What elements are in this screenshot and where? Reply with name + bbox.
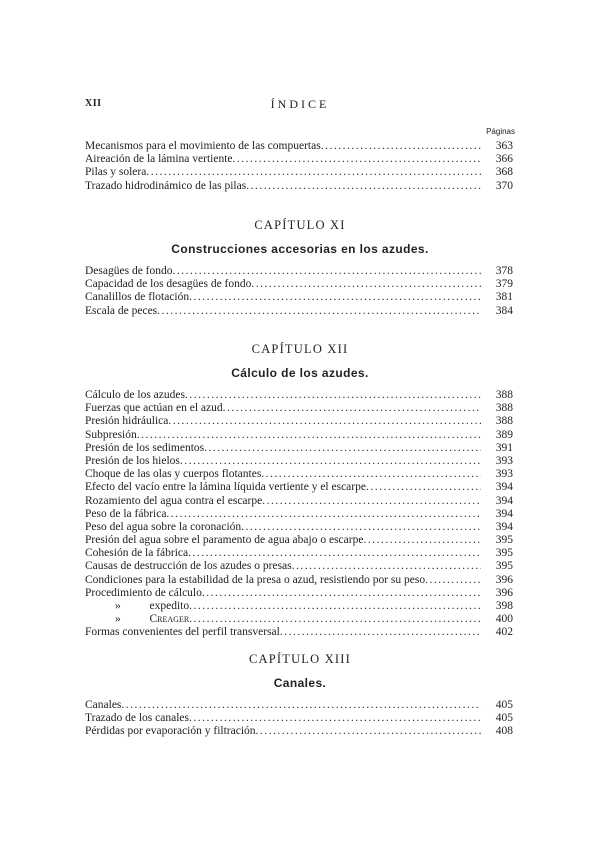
toc-entry	[85, 415, 513, 428]
toc-entry-title: Rozamiento del agua contra el escarpe	[85, 494, 263, 507]
toc-entry	[85, 560, 513, 573]
toc-entry-page: 395	[495, 534, 513, 547]
toc-entry-page: 402	[495, 626, 513, 639]
toc-entry	[85, 455, 513, 468]
toc-entry	[85, 725, 513, 738]
toc-entry-page: 388	[495, 415, 513, 428]
toc-entry-page: 400	[495, 613, 513, 626]
toc-entry	[85, 521, 513, 534]
toc-entry	[85, 574, 513, 587]
toc-entry-title: Subpresión	[85, 428, 137, 441]
page-number: XII	[85, 98, 102, 109]
toc-entry-page: 370	[495, 179, 513, 192]
toc-entry	[85, 712, 513, 725]
toc-entry	[85, 587, 513, 600]
chapter-heading: CAPÍTULO XI	[254, 218, 346, 232]
toc-entry	[85, 626, 513, 639]
toc-chapter-xi	[85, 265, 513, 318]
toc-entry-page: 391	[495, 441, 513, 454]
toc-entry-page: 394	[495, 520, 513, 533]
chapter-heading: CAPÍTULO XIII	[248, 652, 352, 666]
toc-entry-title: » Creager	[115, 613, 190, 626]
toc-entry-page: 381	[495, 291, 513, 304]
toc-entry-title: Mecanismos para el movimiento de las compuertas	[85, 140, 321, 152]
toc-entry-title: Peso de la fábrica	[85, 507, 167, 520]
toc-entry-title: Presión hidráulica	[85, 415, 169, 428]
toc-entry-title: Fuerzas que actúan en el azud	[85, 402, 223, 415]
toc-entry-title: Choque de las olas y cuerpos flotantes	[85, 468, 262, 481]
toc-entry-page: 378	[495, 265, 513, 277]
toc-entry-page: 405	[495, 712, 513, 725]
toc-entry	[85, 481, 513, 494]
toc-entry-title: Pérdidas por evaporación y filtración	[85, 725, 256, 738]
toc-entry	[85, 442, 513, 455]
toc-entry	[85, 468, 513, 481]
toc-entry-page: 408	[495, 725, 513, 738]
toc-entry	[85, 613, 513, 626]
toc-entry	[85, 180, 513, 193]
chapter-title: Construcciones accesorias en los azudes.	[171, 242, 429, 256]
toc-entry-title: Efecto del vacío entre la lámina líquida vertiente y el escarpe	[85, 481, 366, 494]
toc-entry-page: 395	[495, 547, 513, 560]
toc-entry-title: Condiciones para la estabilidad de la presa o azud, resistiendo por su peso	[85, 573, 426, 586]
toc-entry	[85, 166, 513, 179]
toc-entry	[85, 429, 513, 442]
toc-entry-page: 405	[495, 699, 513, 711]
toc-entry	[85, 534, 513, 547]
toc-entry-page: 363	[495, 140, 513, 152]
toc-entry-page: 388	[495, 389, 513, 401]
toc-entry-title: Trazado de los canales	[85, 712, 189, 725]
toc-entry-page: 395	[495, 560, 513, 573]
toc-chapter-xii	[85, 389, 513, 640]
toc-entry-title: Capacidad de los desagües de fondo	[85, 278, 252, 291]
chapter-heading: CAPÍTULO XII	[251, 342, 349, 356]
toc-entry-page: 393	[495, 454, 513, 467]
toc-entry-page: 396	[495, 586, 513, 599]
toc-entry-title: » expedito	[115, 600, 190, 612]
toc-entry-title: Cálculo de los azudes	[85, 389, 185, 401]
toc-entry	[85, 508, 513, 521]
toc-entry-title: Canalillos de flotación	[85, 291, 190, 304]
toc-entry-title: Presión de los hielos	[85, 454, 180, 467]
toc-entry-page: 394	[495, 494, 513, 507]
toc-entry-page: 394	[495, 481, 513, 494]
toc-entry-title: Presión del agua sobre el paramento de agua abajo o escarpe	[85, 534, 364, 547]
toc-entry-title: Formas convenientes del perfil transversal	[85, 626, 280, 639]
toc-entry-title: Pilas y solera	[85, 166, 147, 179]
toc-entry	[85, 600, 513, 613]
toc-chapter-xiii	[85, 699, 513, 739]
toc-entry-title: Presión de los sedimentos	[85, 441, 205, 454]
toc-entry-title: Procedimiento de cálculo	[85, 586, 202, 599]
toc-entry-title: Causas de destrucción de los azudes o presas	[85, 560, 292, 573]
toc-entry	[85, 278, 513, 291]
toc-entry-title: Peso del agua sobre la coronación	[85, 520, 242, 533]
toc-entry-title: Escala de peces	[85, 304, 158, 317]
toc-entry-page: 398	[495, 600, 513, 612]
toc-entry	[85, 291, 513, 304]
toc-entry	[85, 699, 513, 712]
toc-entry-title: Trazado hidrodinámico de las pilas	[85, 179, 247, 192]
toc-entry-page: 379	[495, 278, 513, 291]
toc-entry	[85, 305, 513, 318]
running-title: ÍNDICE	[270, 97, 330, 111]
toc-entry-page: 384	[495, 304, 513, 317]
toc-entry-page: 368	[495, 166, 513, 179]
toc-entry	[85, 265, 513, 278]
toc-entry	[85, 495, 513, 508]
toc-entry-title: Aireación de la lámina vertiente	[85, 153, 233, 166]
toc-entry-title: Desagües de fondo	[85, 265, 173, 277]
toc-entry-title: Canales	[85, 699, 122, 711]
toc-section-top	[85, 140, 513, 193]
toc-entry-page: 388	[495, 402, 513, 415]
toc-entry-page: 366	[495, 153, 513, 166]
toc-entry	[85, 547, 513, 560]
toc-entry-page: 393	[495, 468, 513, 481]
toc-entry	[85, 389, 513, 402]
chapter-title: Canales.	[273, 676, 327, 690]
paginas-label: Páginas	[486, 127, 515, 136]
toc-entry-page: 389	[495, 428, 513, 441]
toc-entry	[85, 140, 513, 153]
toc-entry	[85, 153, 513, 166]
toc-entry-page: 394	[495, 507, 513, 520]
toc-entry-page: 396	[495, 573, 513, 586]
toc-entry	[85, 402, 513, 415]
chapter-title: Cálculo de los azudes.	[231, 366, 369, 380]
toc-entry-title: Cohesión de la fábrica	[85, 547, 189, 560]
